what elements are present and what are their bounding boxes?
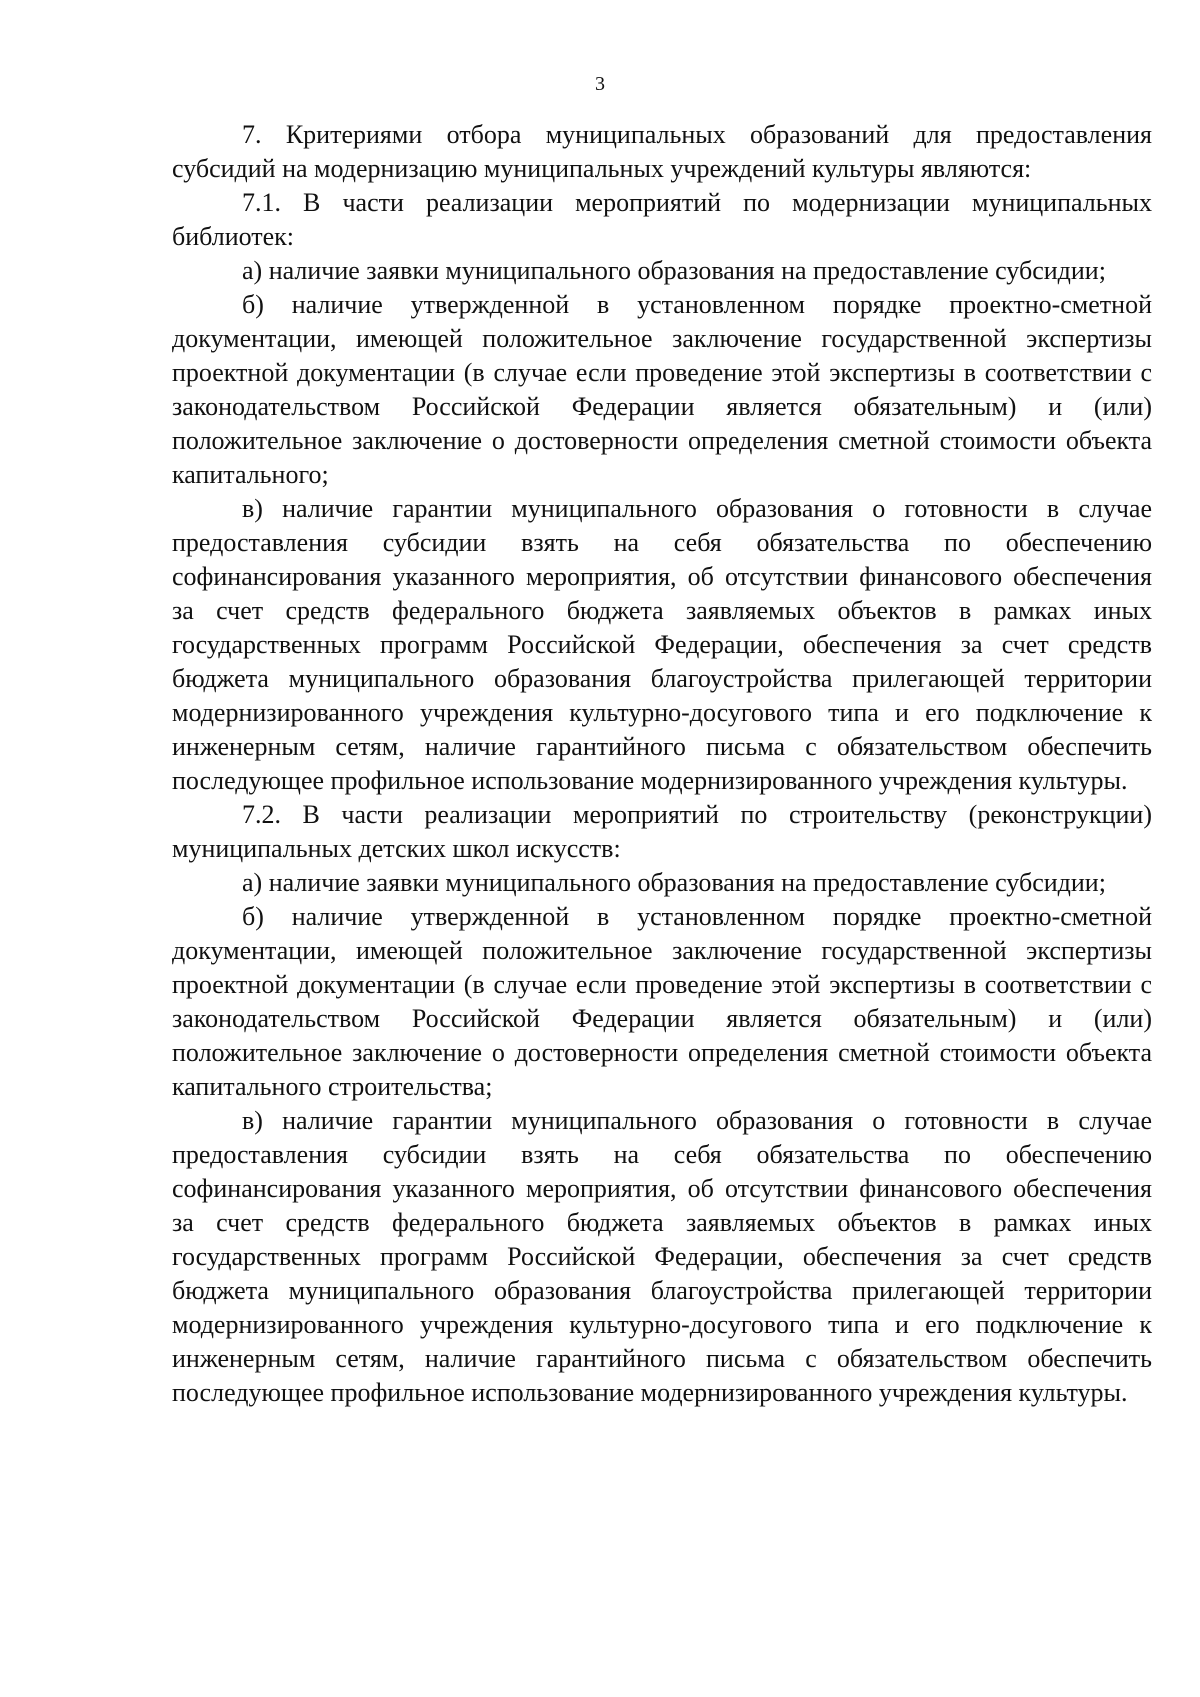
section-7-2-heading: 7.2. В части реализации мероприятий по строительству (реконструкции) муниципальных детских школ искусств: — [172, 800, 1152, 863]
section-7-2-item-a: а) наличие заявки муниципального образования на предоставление субсидии; — [242, 868, 1106, 897]
page-number: 3 — [595, 73, 605, 95]
section-7-1-item-b: б) наличие утвержденной в установленном порядке проектно-сметной документации, имеющей положительное заключение государственной экспертизы проектной документации (в случае если проведение этой экспертизы в соответствии с законодательством Российской Федерации является обязательным) и (или) положительное заключение о достоверности определения сметной стоимости объекта капитального; — [172, 290, 1152, 489]
section-7-2-item-v: в) наличие гарантии муниципального образования о готовности в случае предоставления субсидии взять на себя обязательства по обеспечению софинансирования указанного мероприятия, об отсутствии финансового обеспечения за счет средств федерального бюджета заявляемых объектов в рамках иных государственных программ Российской Федерации, обеспечения за счет средств бюджета муниципального образования благоустройства прилегающей территории модернизированного учреждения культурно-досугового типа и его подключение к инженерным сетям, наличие гарантийного письма с обязательством обеспечить последующее профильное использование модернизированного учреждения культуры. — [172, 1106, 1152, 1407]
section-7-1-item-a: а) наличие заявки муниципального образования на предоставление субсидии; — [242, 256, 1106, 285]
section-7-2-item-b: б) наличие утвержденной в установленном порядке проектно-сметной документации, имеющей положительное заключение государственной экспертизы проектной документации (в случае если проведение этой экспертизы в соответствии с законодательством Российской Федерации является обязательным) и (или) положительное заключение о достоверности определения сметной стоимости объекта капитального строительства; — [172, 902, 1152, 1101]
section-7-1-item-v: в) наличие гарантии муниципального образования о готовности в случае предоставления субсидии взять на себя обязательства по обеспечению софинансирования указанного мероприятия, об отсутствии финансового обеспечения за счет средств федерального бюджета заявляемых объектов в рамках иных государственных программ Российской Федерации, обеспечения за счет средств бюджета муниципального образования благоустройства прилегающей территории модернизированного учреждения культурно-досугового типа и его подключение к инженерным сетям, наличие гарантийного письма с обязательством обеспечить последующее профильное использование модернизированного учреждения культуры. — [172, 494, 1152, 795]
document-body — [172, 118, 1152, 1410]
criteria-intro-paragraph: 7. Критериями отбора муниципальных образований для предоставления субсидий на модернизацию муниципальных учреждений культуры являются: — [172, 120, 1152, 183]
section-7-1-heading: 7.1. В части реализации мероприятий по модернизации муниципальных библиотек: — [172, 188, 1152, 251]
